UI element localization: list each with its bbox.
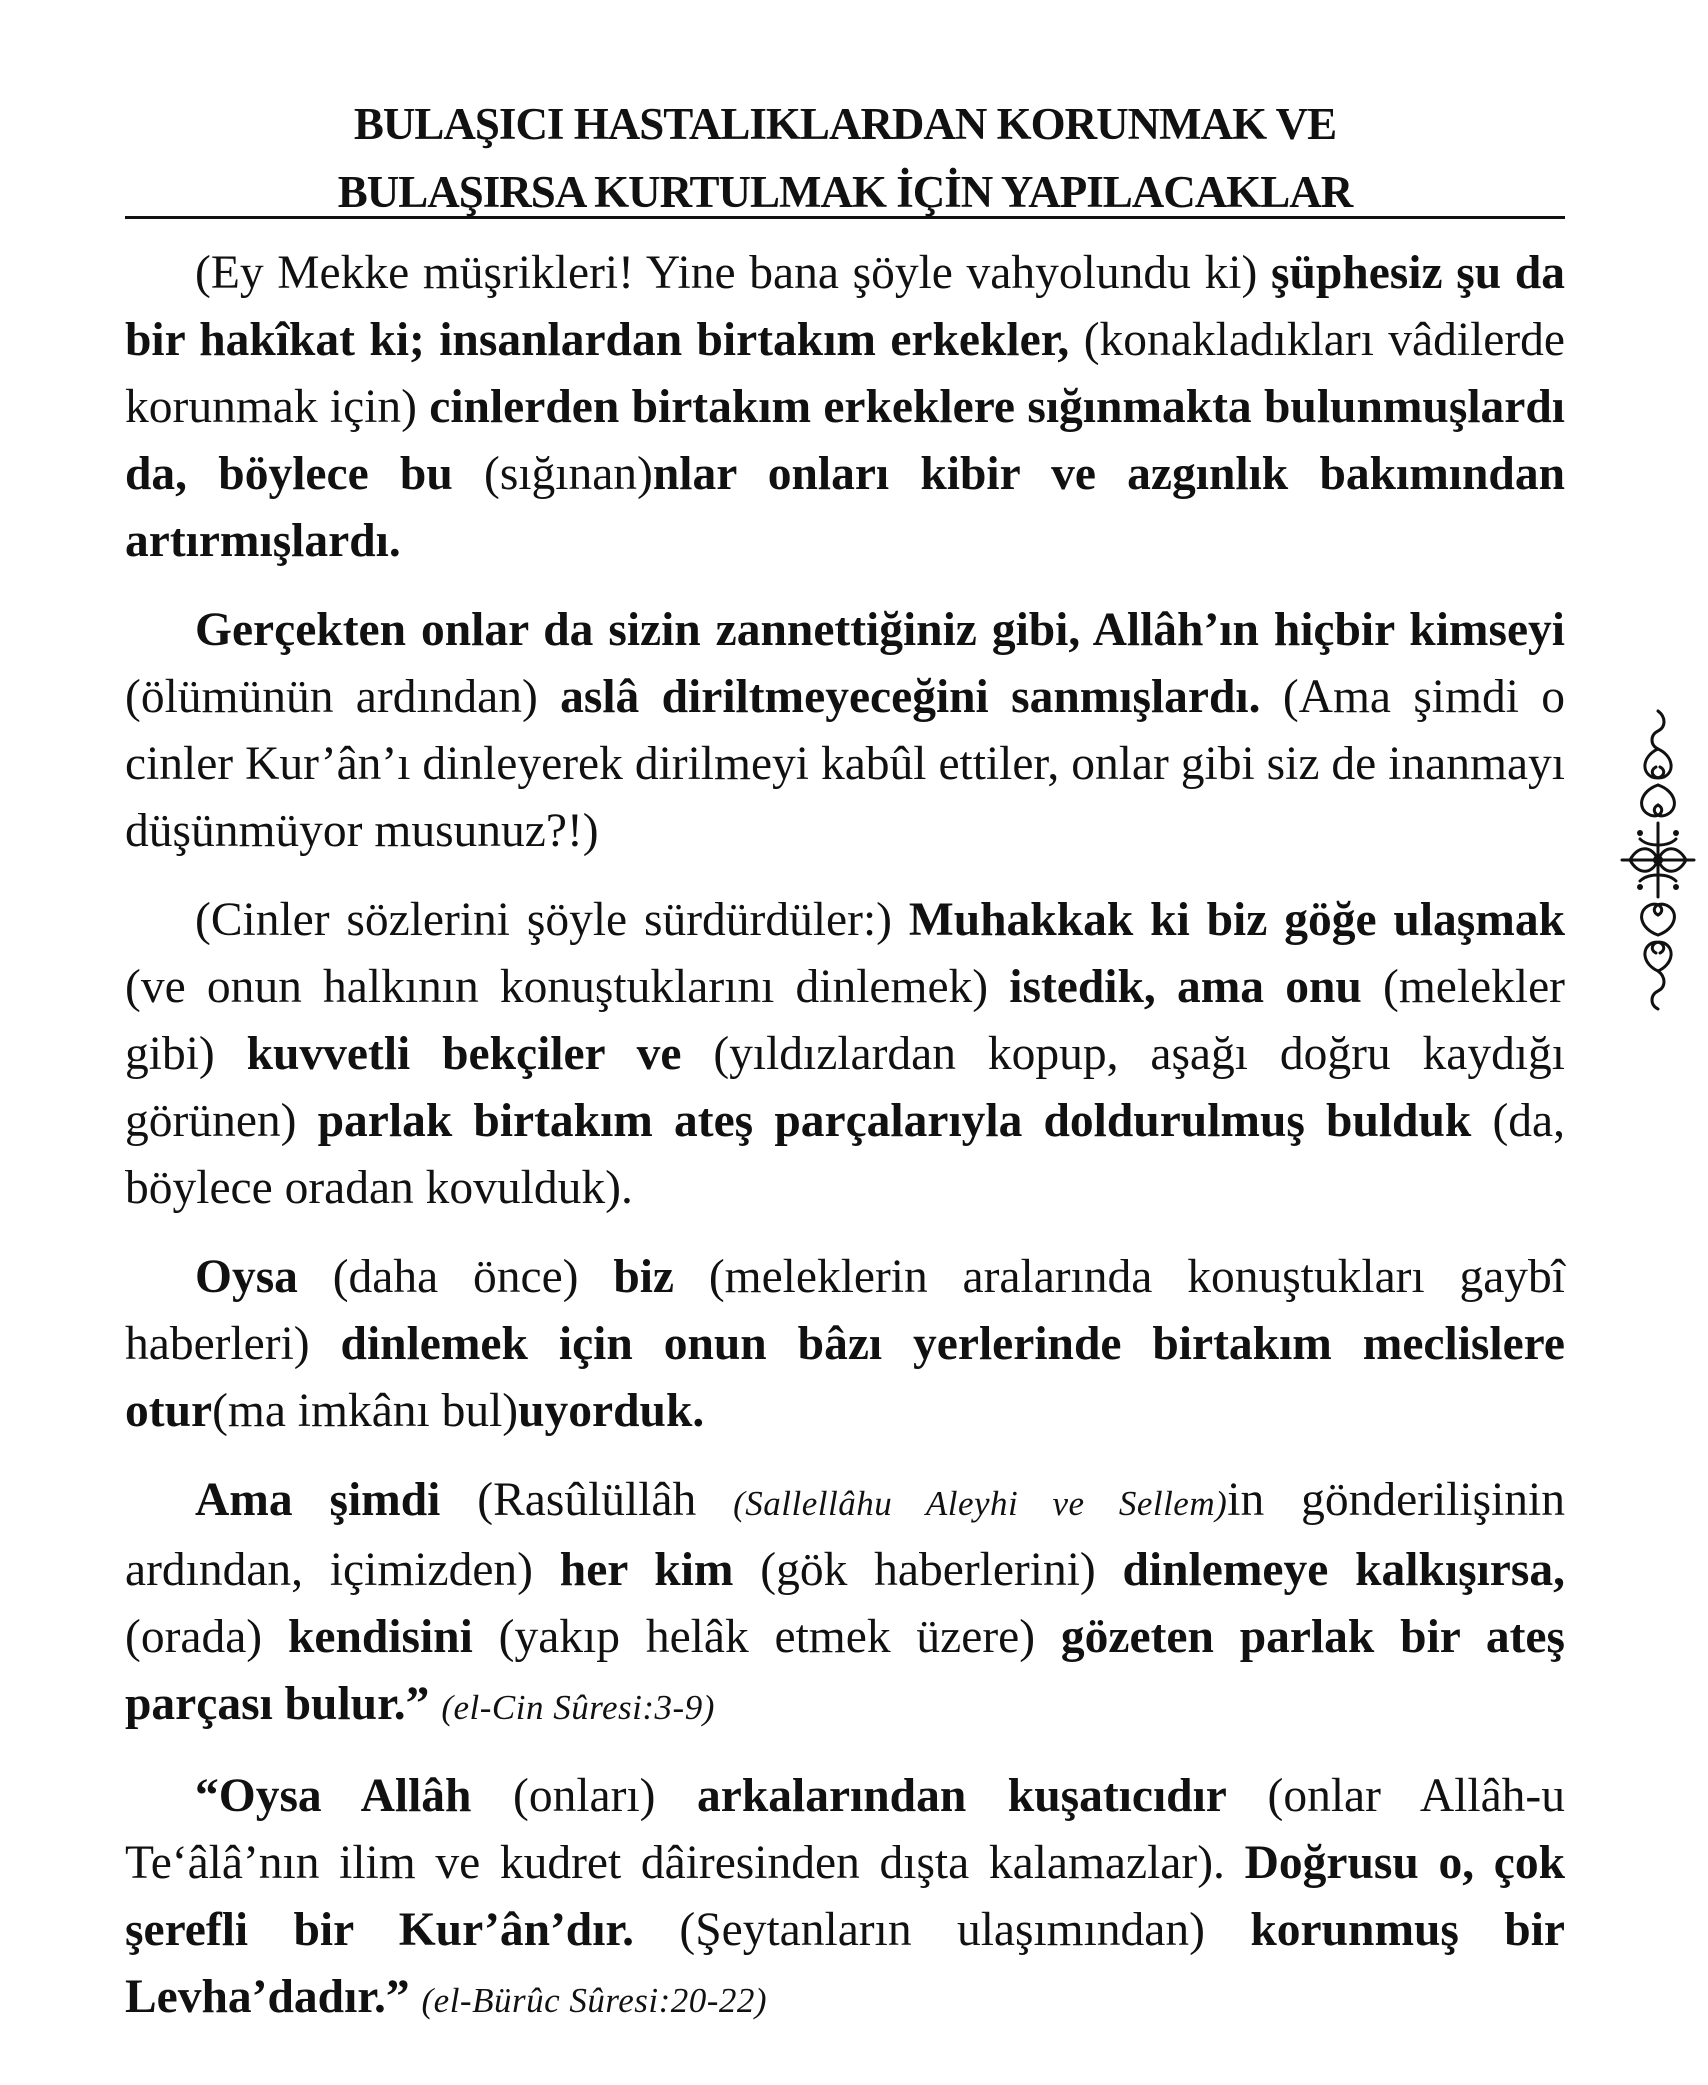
bold-text-segment: arkalarından kuşatıcıdır xyxy=(697,1770,1268,1822)
text-segment: (meleklerin aralarında konuştukları gaybî haberleri) xyxy=(125,1251,1565,1370)
text-segment: (da, böylece oradan kovulduk). xyxy=(125,1095,1566,1214)
bold-text-segment: aslâ diriltmeyeceğini sanmışlardı. xyxy=(560,671,1283,723)
bold-text-segment: Doğrusu o, çok şerefli bir Kur’ân’dır. xyxy=(125,1837,1565,1956)
body-text xyxy=(125,240,1565,2056)
header-line-1: BULAŞICI HASTALIKLARDAN KORUNMAK VE xyxy=(353,99,1337,149)
text-segment: (ma imkânı bul) xyxy=(212,1385,519,1437)
text-segment: (gök haberlerini) xyxy=(760,1544,1123,1596)
bold-text-segment: kendisini xyxy=(287,1611,499,1663)
text-segment: (daha önce) xyxy=(332,1251,614,1303)
bold-text-segment: korunmuş bir Levha’dadır.” xyxy=(125,1904,1565,2023)
text-segment: (melekler gibi) xyxy=(125,961,1565,1080)
paragraph-6 xyxy=(125,1763,1565,2034)
page-header xyxy=(125,90,1565,226)
text-segment: (orada) xyxy=(125,1611,288,1663)
bold-text-segment: cinlerden birtakım erkeklere sığınmakta bulunmuşlardı da, böylece bu xyxy=(125,381,1565,500)
bold-text-segment: her kim xyxy=(559,1544,761,1596)
bold-text-segment: dinlemeye kalkışırsa, xyxy=(1122,1544,1565,1596)
text-segment: (Ey Mekke müşrikleri! Yine bana şöyle vahyolundu ki) xyxy=(195,247,1271,299)
italic-reference: (el-Bürûc Sûresi:20-22) xyxy=(421,1981,768,2020)
paragraph-1 xyxy=(125,240,1565,575)
bold-text-segment: dinlemek için onun bâzı yerlerinde birtakım meclislere otur xyxy=(125,1318,1565,1437)
text-segment: (yakıp helâk etmek üzere) xyxy=(498,1611,1061,1663)
bold-text-segment: istedik, ama onu xyxy=(1009,961,1383,1013)
bold-text-segment: nlar onları kibir ve azgınlık bakımından artırmışlardı. xyxy=(125,448,1565,567)
bold-text-segment: uyorduk. xyxy=(518,1385,705,1437)
paragraph-4 xyxy=(125,1244,1565,1445)
text-segment: (ve onun halkının konuştuklarını dinlemek) xyxy=(125,961,1010,1013)
italic-reference: (el-Cin Sûresi:3-9) xyxy=(441,1688,715,1727)
text-segment: (konakladıkları vâdilerde korunmak için) xyxy=(125,314,1565,433)
text-segment: in gönderilişinin ardından, içimizden) xyxy=(125,1474,1565,1596)
header-line-2: BULAŞIRSA KURTULMAK İÇİN YAPILACAKLAR xyxy=(337,167,1353,217)
bold-text-segment: “Oysa Allâh xyxy=(195,1770,514,1822)
header-divider xyxy=(125,216,1565,219)
italic-reference: (Sallellâhu Aleyhi ve Sellem) xyxy=(733,1484,1228,1523)
floral-ornament-icon xyxy=(1618,705,1698,1015)
text-segment: (onlar Allâh-u Te‘âlâ’nın ilim ve kudret dâiresinden dışta kalamazlar). xyxy=(125,1770,1565,1889)
bold-text-segment: kuvvetli bekçiler ve xyxy=(246,1028,714,1080)
text-segment: (Rasûlüllâh xyxy=(477,1474,734,1526)
bold-text-segment: şüphesiz şu da bir hakîkat ki; insanlardan birtakım erkekler, xyxy=(125,247,1565,366)
text-segment: (yıldızlardan kopup, aşağı doğru kaydığı görünen) xyxy=(125,1028,1565,1147)
bold-text-segment: biz xyxy=(613,1251,709,1303)
text-segment: (Şeytanların ulaşımından) xyxy=(679,1904,1251,1956)
text-segment: (Cinler sözlerini şöyle sürdürdüler:) xyxy=(195,894,909,946)
text-segment: (sığınan) xyxy=(484,448,653,500)
bold-text-segment: parlak birtakım ateş parçalarıyla doldurulmuş bulduk xyxy=(317,1095,1493,1147)
text-segment: (Ama şimdi o cinler Kur’ân’ı dinleyerek dirilmeyi kabûl ettiler, onlar gibi siz de inanmayı düşünmüyor musunuz?!) xyxy=(125,671,1565,857)
paragraph-3 xyxy=(125,887,1565,1222)
text-segment: (onları) xyxy=(513,1770,698,1822)
paragraph-2 xyxy=(125,597,1565,865)
bold-text-segment: Muhakkak ki biz göğe ulaşmak xyxy=(908,894,1565,946)
bold-text-segment: Ama şimdi xyxy=(195,1474,478,1526)
paragraph-5 xyxy=(125,1467,1565,1741)
bold-text-segment: gözeten parlak bir ateş parçası bulur.” xyxy=(125,1611,1565,1730)
text-segment: (ölümünün ardından) xyxy=(125,671,561,723)
bold-text-segment: Oysa xyxy=(195,1251,333,1303)
bold-text-segment: Gerçekten onlar da sizin zannettiğiniz gibi, Allâh’ın hiçbir kimseyi xyxy=(195,604,1565,656)
